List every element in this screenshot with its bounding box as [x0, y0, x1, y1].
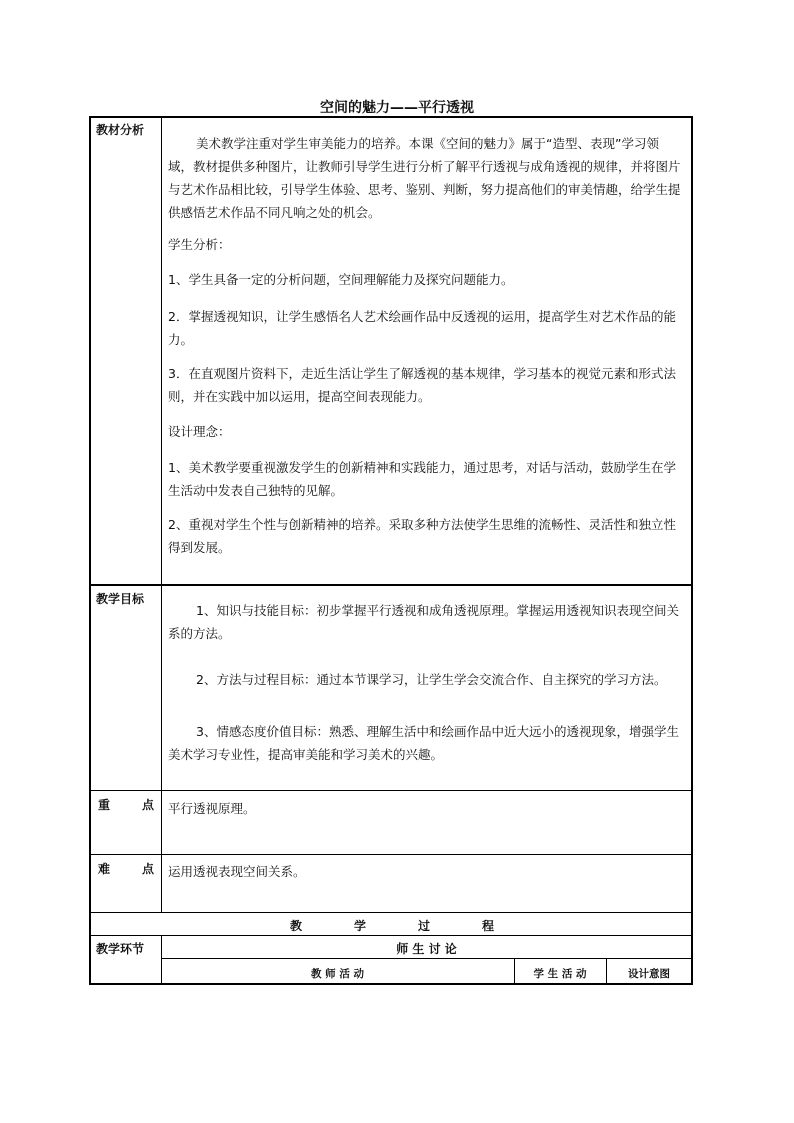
design-concept-item-2: 2、重视对学生个性与创新精神的培养。采取多种方法使学生思维的流畅性、灵活性和独立性得到发展。	[168, 517, 676, 555]
process-header-char-3: 过	[417, 919, 430, 933]
row-divider-process	[90, 912, 692, 913]
goal-knowledge-skills: 1、知识与技能目标：初步掌握平行透视和成角透视原理。掌握运用透视知识表现空间关系的方法。	[168, 603, 679, 641]
student-analysis-item-3: 3．在直观图片资料下，走近生活让学生了解透视的基本规律，学习基本的视觉元素和形式法则，并在实践中加以运用，提高空间表现能力。	[168, 366, 676, 404]
difficulty-content: 运用透视表现空间关系。	[168, 864, 306, 879]
key-point-content: 平行透视原理。	[168, 801, 256, 816]
teaching-process-header	[290, 917, 494, 934]
difficulty-label-char-1: 难	[98, 862, 111, 876]
student-activity-header: 学 生 活 动	[533, 968, 587, 980]
row-divider-keypoint	[90, 790, 692, 791]
page-title: 空间的魅力——平行透视	[320, 100, 474, 116]
label-column-divider	[161, 118, 162, 912]
design-concept-heading: 设计理念：	[168, 424, 231, 439]
discussion-label: 师 生 讨 论	[396, 942, 457, 956]
row-divider-goals	[90, 584, 692, 586]
teaching-goals-label: 教学目标	[96, 592, 145, 606]
key-point-label	[98, 796, 154, 813]
difficulty-label-char-2: 点	[141, 862, 154, 876]
student-analysis-item-2: 2．掌握透视知识，让学生感悟名人艺术绘画作品中反透视的运用，提高学生对艺术作品的能力。	[168, 309, 676, 347]
key-point-label-char-1: 重	[98, 798, 111, 812]
process-header-char-1: 教	[290, 919, 303, 933]
student-analysis-item-1: 1、学生具备一定的分析问题，空间理解能力及探究问题能力。	[168, 272, 514, 287]
process-header-char-2: 学	[353, 919, 366, 933]
goal-method-process: 2、方法与过程目标：通过本节课学习，让学生学会交流合作、自主探究的学习方法。	[196, 672, 667, 687]
difficulty-label	[98, 860, 154, 877]
design-intent-header: 设计意图	[628, 968, 670, 980]
row-divider-steps	[90, 935, 692, 936]
row-divider-activities	[161, 958, 692, 959]
student-analysis-heading: 学生分析：	[168, 237, 231, 252]
key-point-label-char-2: 点	[141, 798, 154, 812]
teaching-step-label: 教学环节	[96, 942, 145, 956]
material-intro-text: 美术教学注重对学生审美能力的培养。本课《空间的魅力》属于“造型、表现”学习领域，教材提供多种图片，让教师引导学生进行分析了解平行透视与成角透视的规律，并将图片与艺术作品相比较，引导学生体验、思考、鉴别、判断，努力提高他们的审美情趣，给学生提供感悟艺术作品不同凡响之处的机会。	[168, 136, 681, 220]
design-concept-item-1: 1、美术教学要重视激发学生的创新精神和实践能力，通过思考，对话与活动，鼓励学生在学生活动中发表自己独特的见解。	[168, 460, 676, 498]
material-analysis-label: 教材分析	[96, 123, 145, 137]
process-header-char-4: 程	[481, 919, 494, 933]
row-divider-difficulty	[90, 854, 692, 855]
goal-emotion-attitude: 3、情感态度价值目标：熟悉、理解生活中和绘画作品中近大远小的透视现象，增强学生美术学习专业性，提高审美能和学习美术的兴趣。	[168, 724, 679, 762]
teacher-activity-header: 教 师 活 动	[311, 968, 364, 980]
